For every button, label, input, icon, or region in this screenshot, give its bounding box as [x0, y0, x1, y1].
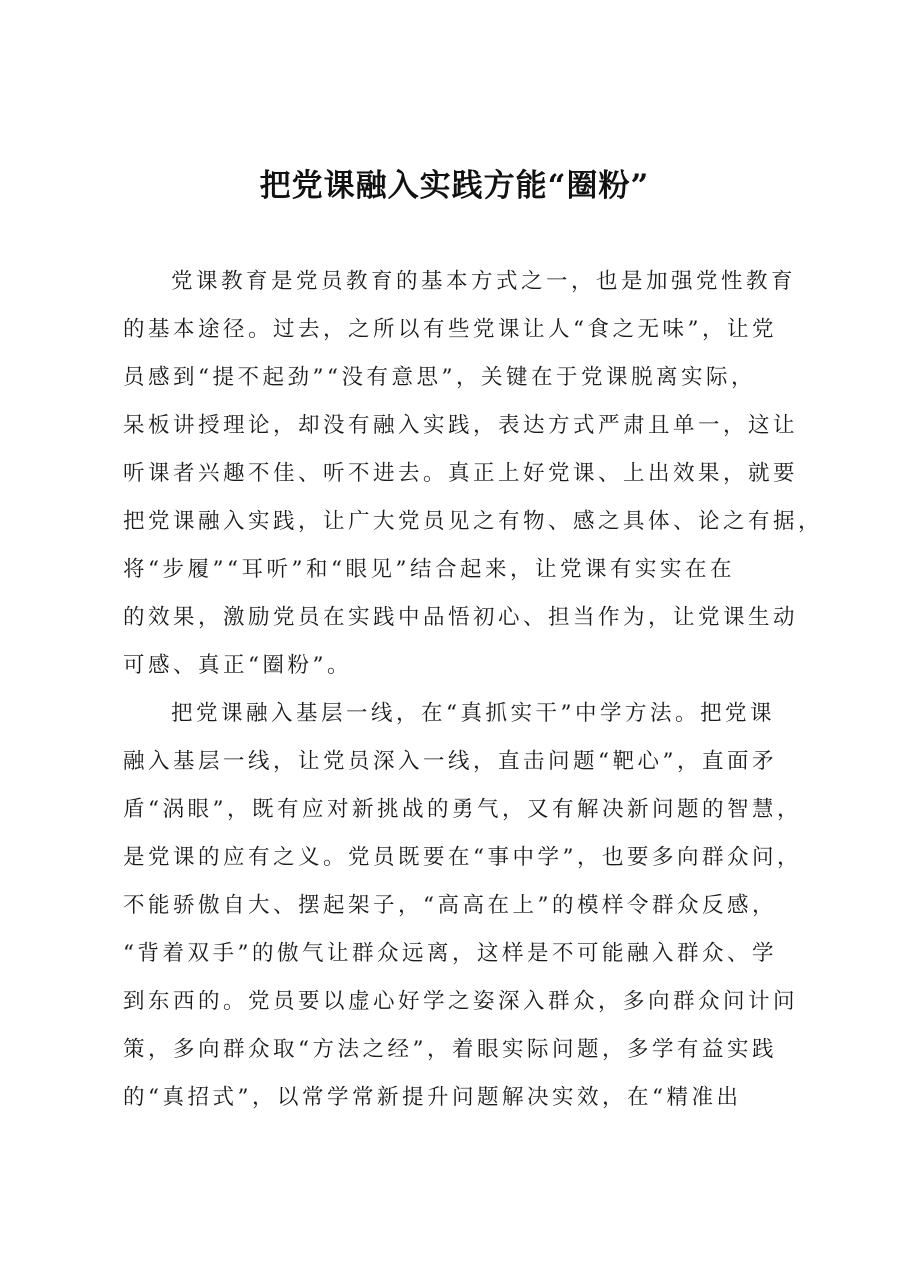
paragraph-1	[123, 258, 824, 690]
text-line: 的“真招式”，以常学常新提升问题解决实效，在“精准出	[123, 1085, 742, 1110]
text-line: 的效果，激励党员在实践中品悟初心、担当作为，让党课生动	[123, 605, 799, 630]
text-line: 听课者兴趣不佳、听不进去。真正上好党课、上出效果，就要	[123, 461, 799, 486]
text-line: 策，多向群众取“方法之经”，着眼实际问题，多学有益实践	[123, 1037, 777, 1062]
text-line: 盾“涡眼”，既有应对新挑战的勇气，又有解决新问题的智慧，	[123, 797, 802, 822]
text-line: 将“步履”“耳听”和“眼见”结合起来，让党课有实实在在	[123, 557, 735, 582]
text-line: 员感到“提不起劲”“没有意思”，关键在于党课脱离实际，	[123, 365, 756, 390]
document-body	[123, 258, 824, 1122]
text-line: 不能骄傲自大、摆起架子，“高高在上”的模样令群众反感，	[123, 893, 777, 918]
text-line: 呆板讲授理论，却没有融入实践，表达方式严肃且单一，这让	[123, 413, 799, 438]
text-line: 把党课融入实践，让广大党员见之有物、感之具体、论之有据，	[123, 509, 824, 534]
document-title: 把党课融入实践方能“圈粉”	[259, 168, 650, 204]
text-line: 把党课融入基层一线，在“真抓实干”中学方法。把党课	[171, 701, 775, 726]
text-line: 党课教育是党员教育的基本方式之一，也是加强党性教育	[171, 269, 797, 294]
text-line: “背着双手”的傲气让群众远离，这样是不可能融入群众、学	[123, 941, 777, 966]
text-line: 可感、真正“圈粉”。	[123, 653, 352, 678]
text-line: 到东西的。党员要以虚心好学之姿深入群众，多向群众问计问	[123, 989, 799, 1014]
text-line: 的基本途径。过去，之所以有些党课让人“食之无味”，让党	[123, 317, 777, 342]
text-line: 是党课的应有之义。党员既要在“事中学”，也要多向群众问，	[123, 845, 802, 870]
text-line: 融入基层一线，让党员深入一线，直击问题“靶心”，直面矛	[123, 749, 777, 774]
paragraph-2	[123, 690, 802, 1122]
